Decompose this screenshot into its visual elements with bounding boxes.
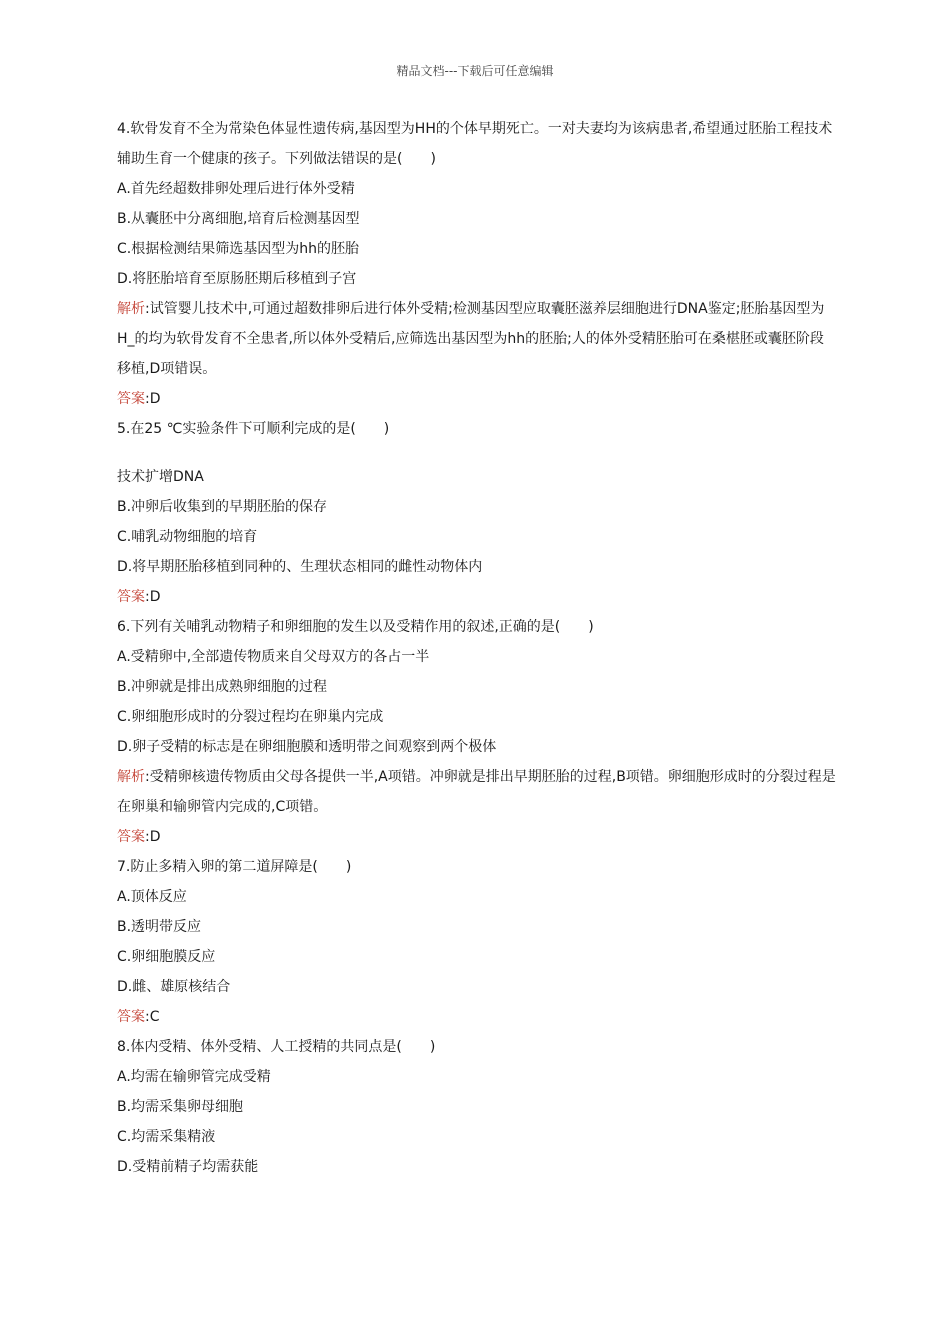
q4-analysis	[117, 294, 837, 384]
q8-stem: 8.体内受精、体外受精、人工授精的共同点是( )	[117, 1039, 436, 1055]
q6-option-a: A.受精卵中,全部遗传物质来自父母双方的各占一半	[117, 649, 430, 665]
q6-analysis-text: :受精卵核遗传物质由父母各提供一半,A项错。冲卵就是排出早期胚胎的过程,B项错。卵细胞形成时的分裂过程是在卵巢和输卵管内完成的,C项错。	[117, 769, 836, 815]
q5-option-c: C.哺乳动物细胞的培育	[117, 529, 258, 545]
q8-option-a: A.均需在输卵管完成受精	[117, 1069, 271, 1085]
q8-option-b: B.均需采集卵母细胞	[117, 1099, 244, 1115]
q5-answer	[117, 582, 837, 612]
answer-label: 答案	[117, 589, 145, 605]
q4-stem: 4.软骨发育不全为常染色体显性遗传病,基因型为HH的个体早期死亡。一对夫妻均为该病患者,希望通过胚胎工程技术辅助生育一个健康的孩子。下列做法错误的是( )	[117, 121, 833, 167]
q7-answer	[117, 1002, 837, 1032]
q7-option-b: B.透明带反应	[117, 919, 202, 935]
q8-option-d: D.受精前精子均需获能	[117, 1159, 259, 1175]
q4-analysis-text: :试管婴儿技术中,可通过超数排卵后进行体外受精;检测基因型应取囊胚滋养层细胞进行DNA鉴定;胚胎基因型为H_的均为软骨发育不全患者,所以体外受精后,应筛选出基因型为hh的胚胎;人的体外受精胚胎可在桑椹胚或囊胚阶段移植,D项错误。	[117, 301, 825, 377]
q5-option-b: B.冲卵后收集到的早期胚胎的保存	[117, 499, 328, 515]
document-body	[117, 114, 837, 1182]
q6-answer-value: :D	[145, 829, 161, 845]
q7-option-d: D.雌、雄原核结合	[117, 979, 231, 995]
q5-stem: 5.在25 ℃实验条件下可顺利完成的是( )	[117, 421, 390, 437]
q7-option-c: C.卵细胞膜反应	[117, 949, 216, 965]
q7-answer-value: :C	[145, 1009, 160, 1025]
q4-answer-value: :D	[145, 391, 161, 407]
q4-option-a: A.首先经超数排卵处理后进行体外受精	[117, 181, 355, 197]
analysis-label: 解析	[117, 301, 145, 317]
q4-option-b: B.从囊胚中分离细胞,培育后检测基因型	[117, 211, 360, 227]
q6-answer	[117, 822, 837, 852]
q4-option-c: C.根据检测结果筛选基因型为hh的胚胎	[117, 241, 359, 257]
q6-option-b: B.冲卵就是排出成熟卵细胞的过程	[117, 679, 328, 695]
analysis-label: 解析	[117, 769, 145, 785]
spacer	[117, 444, 837, 462]
q7-option-a: A.顶体反应	[117, 889, 187, 905]
q6-analysis	[117, 762, 837, 822]
q6-option-d: D.卵子受精的标志是在卵细胞膜和透明带之间观察到两个极体	[117, 739, 497, 755]
q7-stem: 7.防止多精入卵的第二道屏障是( )	[117, 859, 352, 875]
answer-label: 答案	[117, 829, 145, 845]
q4-answer	[117, 384, 837, 414]
q4-option-d: D.将胚胎培育至原肠胚期后移植到子宫	[117, 271, 357, 287]
q5-option-a-fragment: 技术扩增DNA	[117, 469, 204, 485]
q5-option-d: D.将早期胚胎移植到同种的、生理状态相同的雌性动物体内	[117, 559, 483, 575]
q8-option-c: C.均需采集精液	[117, 1129, 216, 1145]
q6-option-c: C.卵细胞形成时的分裂过程均在卵巢内完成	[117, 709, 384, 725]
q5-answer-value: :D	[145, 589, 161, 605]
answer-label: 答案	[117, 1009, 145, 1025]
answer-label: 答案	[117, 391, 145, 407]
page-header: 精品文档---下载后可任意编辑	[396, 64, 554, 78]
q6-stem: 6.下列有关哺乳动物精子和卵细胞的发生以及受精作用的叙述,正确的是( )	[117, 619, 594, 635]
